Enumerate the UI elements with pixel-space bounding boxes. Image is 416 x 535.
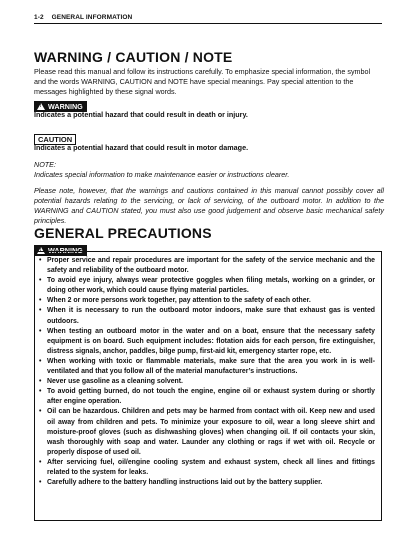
list-item: • After servicing fuel, oil/engine cooling system and exhaust system, check all lines and fittings related to the system for leaks. [39, 458, 375, 478]
general-precautions-heading: GENERAL PRECAUTIONS [34, 225, 212, 241]
precautions-box [34, 251, 382, 521]
section-title: GENERAL INFORMATION [51, 14, 133, 21]
warning-triangle-icon [37, 103, 45, 110]
list-item: • When testing an outboard motor in the water and on a boat, ensure that the necessary safety equipment is on board. Such equipment includes: flotation aids for each person, fire extinguisher, distress signals, anchor, paddles, bilge pump, first-aid kit, emergency starter rope, etc. [39, 327, 375, 357]
page-number: 1-2 [34, 14, 44, 21]
note-description: Indicates special information to make maintenance easier or instructions clearer. [34, 170, 290, 179]
list-item: • When 2 or more persons work together, pay attention to the safety of each other. [39, 296, 375, 306]
list-item: • To avoid getting burned, do not touch the engine, engine oil or exhaust system during or shortly after engine operation. [39, 387, 375, 407]
intro-paragraph: Please read this manual and follow its instructions carefully. To emphasize special information, the symbol and the words WARNING, CAUTION and NOTE have special meanings. Pay special attention to the messages highlighted by these signal words. [34, 67, 371, 97]
warning-label-text: WARNING [48, 102, 83, 111]
caution-description: Indicates a potential hazard that could result in motor damage. [34, 143, 249, 152]
caution-label-text: CAUTION [34, 134, 76, 145]
notice-heading: WARNING / CAUTION / NOTE [34, 49, 233, 65]
warning-label-text: WARNING [48, 246, 83, 255]
list-item: • When it is necessary to run the outboard motor indoors, make sure that exhaust gas is vented outdoors. [39, 306, 375, 326]
list-item: • Oil can be hazardous. Children and pets may be harmed from contact with oil. Keep new and used oil away from children and pets. To minimize your exposure to oil, wear a long sleeve shirt and moisture-proof gloves (such as dishwashing gloves) when changing oil. If oil contacts your skin, wash thoroughly with soap and water. Launder any clothing or rags if wet with oil. Recycle or properly dispose of used oil. [39, 407, 375, 457]
list-item: • To avoid eye injury, always wear protective goggles when filing metals, working on a grinder, or doing other work, which could cause flying material particles. [39, 276, 375, 296]
disclaimer-paragraph: Please note, however, that the warnings and cautions contained in this manual cannot possibly cover all potential hazards relating to the servicing, or lack of servicing, of the outboard motor. In addition to the WARNING and CAUTION stated, you must also use good judgement and observe basic mechanical safety principles. [34, 186, 384, 225]
list-item: • Never use gasoline as a cleaning solvent. [39, 377, 375, 387]
note-label: NOTE: [34, 160, 56, 169]
list-item: • Proper service and repair procedures are important for the safety of the service mechanic and the safety and reliability of the outboard motor. [39, 256, 375, 276]
precautions-list [35, 252, 381, 488]
list-item: • Carefully adhere to the battery handling instructions laid out by the battery supplier. [39, 478, 375, 488]
warning-description: Indicates a potential hazard that could result in death or injury. [34, 110, 248, 119]
list-item: • When working with toxic or flammable materials, make sure that the area you work in is well-ventilated and that you follow all of the material manufacturer’s instructions. [39, 357, 375, 377]
running-header [34, 14, 382, 24]
